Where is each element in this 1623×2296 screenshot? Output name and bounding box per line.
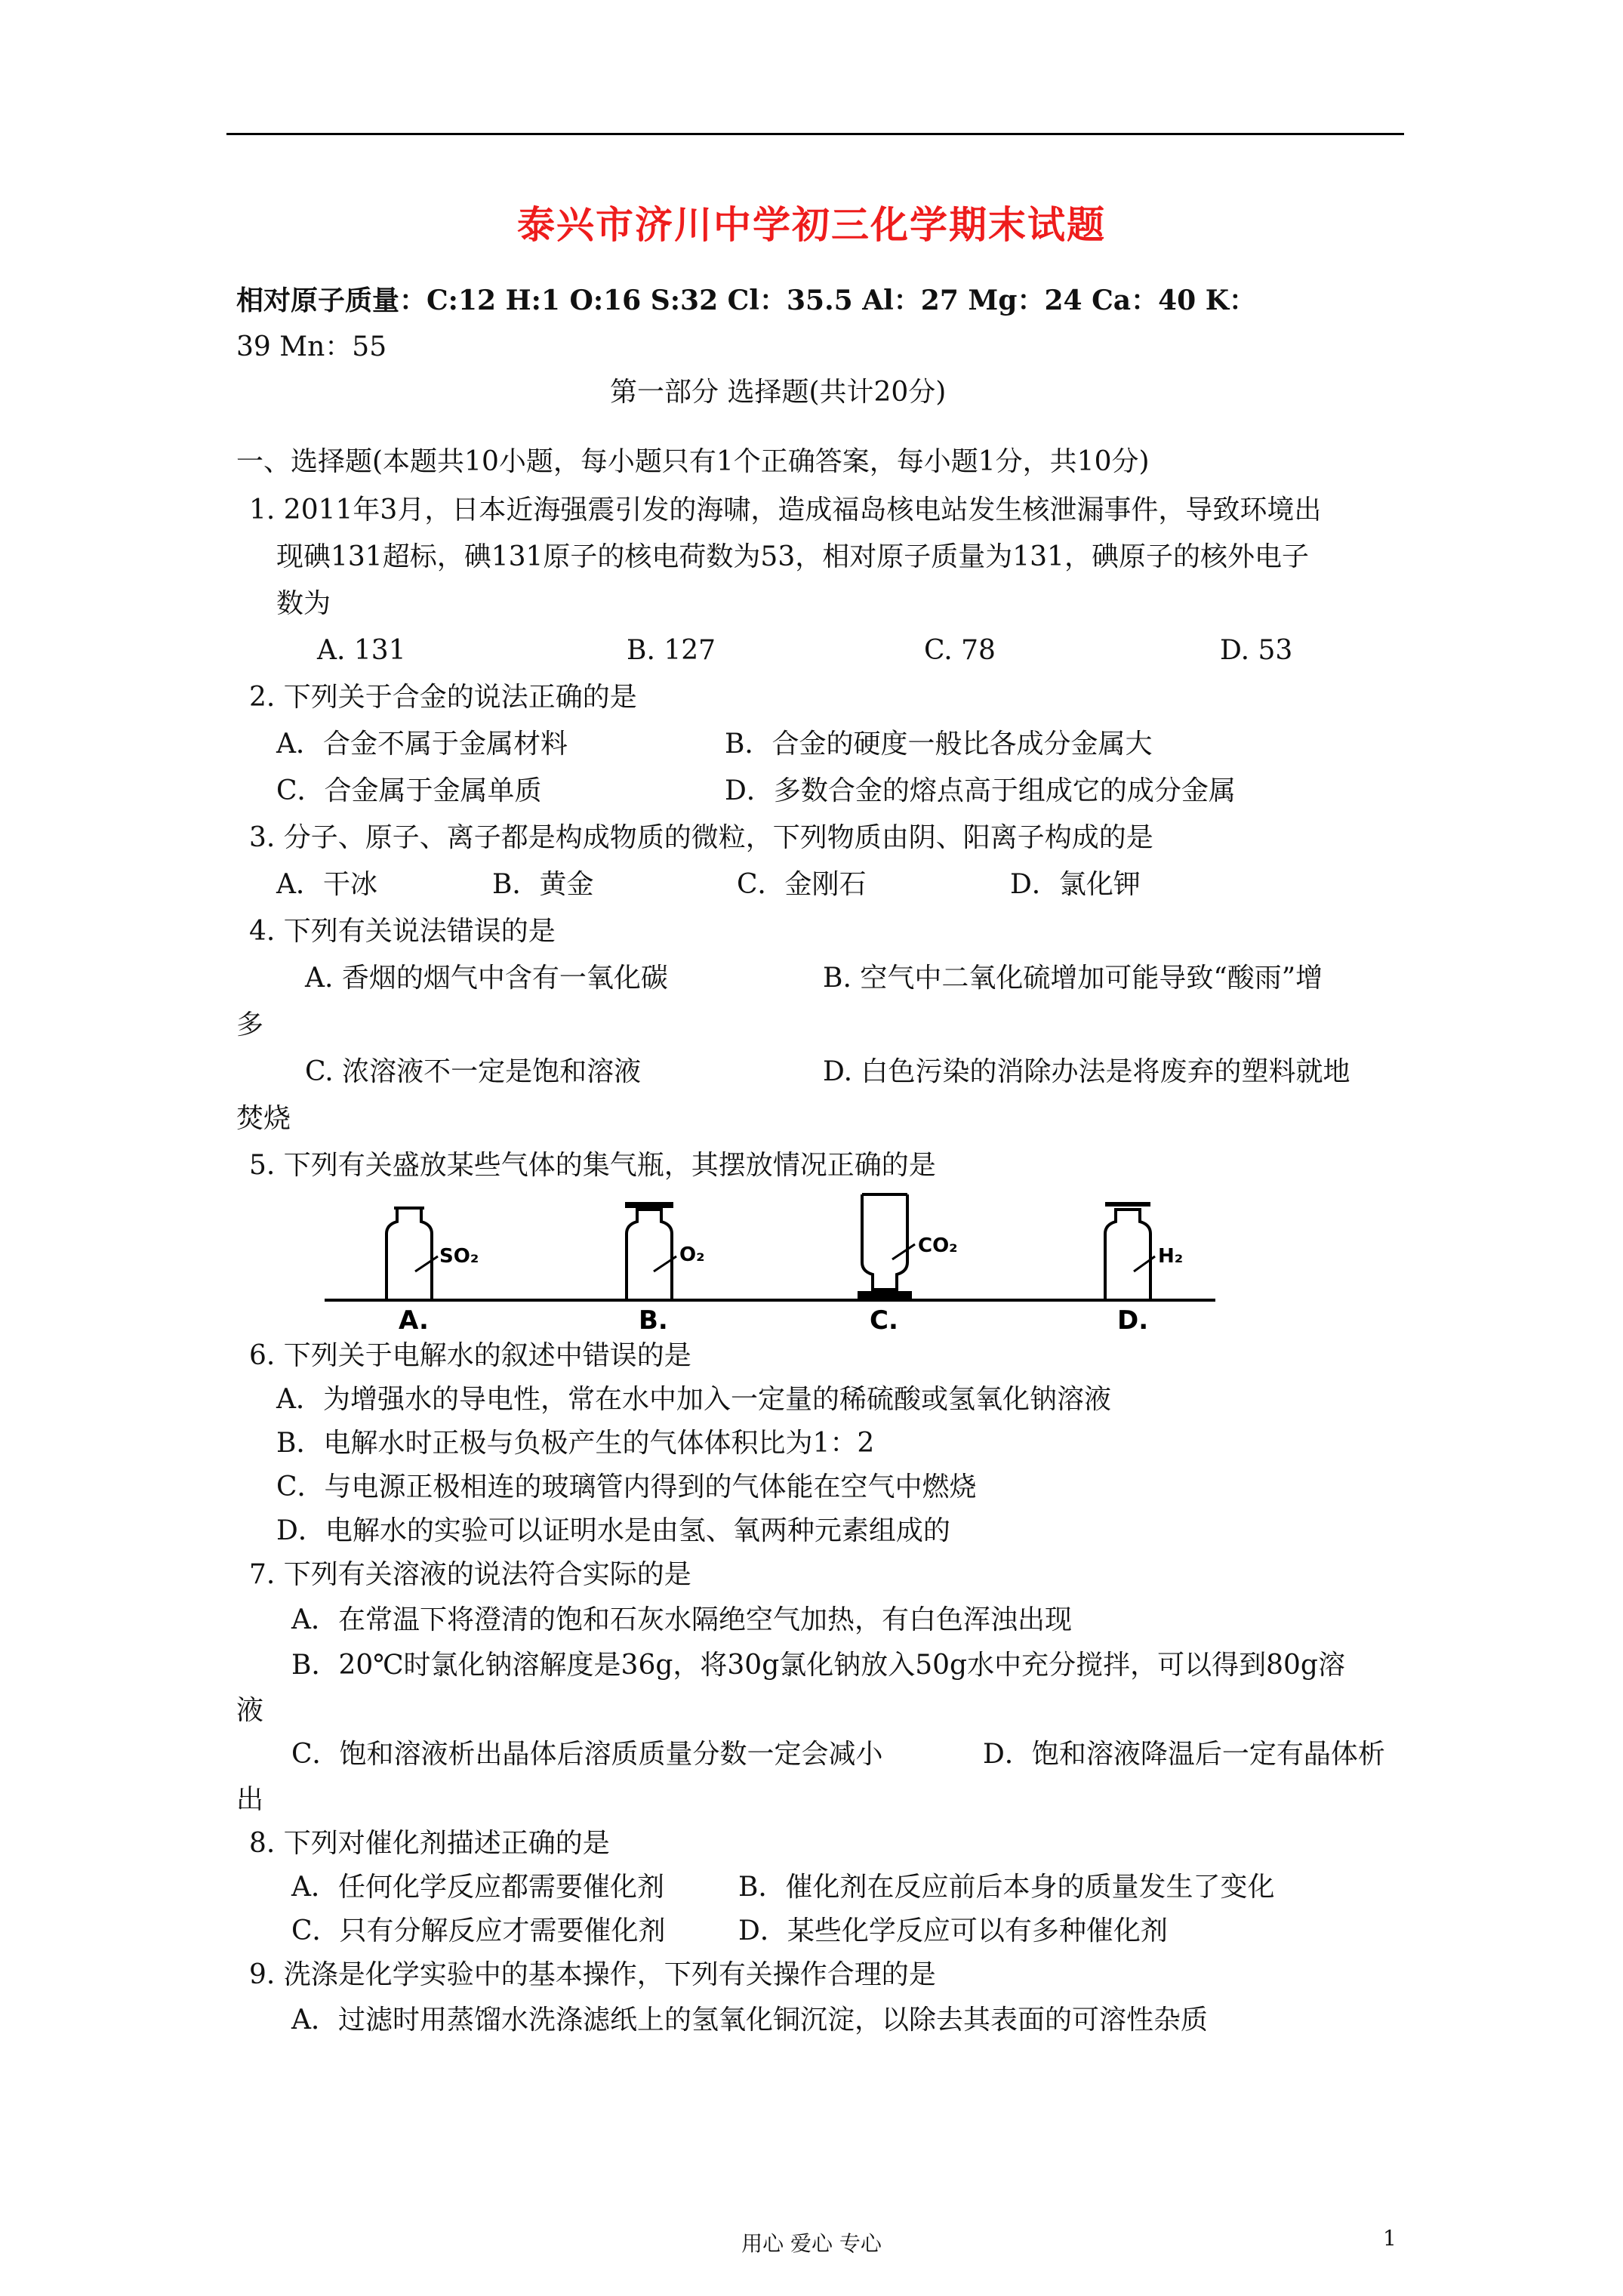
q6-stem: 6. 下列关于电解水的叙述中错误的是: [249, 1340, 691, 1371]
q3-option-d: D．氯化钾: [1010, 869, 1141, 900]
q9-stem: 9. 洗涤是化学实验中的基本操作，下列有关操作合理的是: [249, 1959, 936, 1990]
section1-title: 一、选择题(本题共10小题，每小题只有1个正确答案，每小题1分，共10分): [236, 446, 1150, 477]
q8-option-b: B．催化剂在反应前后本身的质量发生了变化: [738, 1872, 1275, 1903]
q6-option-b: B．电解水时正极与负极产生的气体体积比为1：2: [276, 1428, 875, 1459]
q8-option-d: D．某些化学反应可以有多种催化剂: [738, 1915, 1168, 1946]
q4-option-d: D. 白色污染的消除办法是将废弃的塑料就地: [823, 1056, 1350, 1087]
bottle-label-b: B.: [639, 1305, 668, 1330]
q2-option-d: D．多数合金的熔点高于组成它的成分金属: [725, 775, 1236, 806]
q4-option-b: B. 空气中二氧化硫增加可能导致“酸雨”增: [823, 963, 1323, 994]
q9-option-a: A．过滤时用蒸馏水洗涤滤纸上的氢氧化铜沉淀，以除去其表面的可溶性杂质: [291, 2005, 1208, 2036]
q7-option-c: C．饱和溶液析出晶体后溶质质量分数一定会减小: [291, 1739, 883, 1770]
gas-bottles-figure: [325, 1187, 1215, 1330]
q1-option-d: D. 53: [1220, 635, 1293, 666]
q1-option-c: C. 78: [924, 635, 996, 666]
q4-option-a: A. 香烟的烟气中含有一氧化碳: [305, 963, 668, 994]
q4-option-d-cont: 焚烧: [236, 1103, 291, 1134]
q7-stem: 7. 下列有关溶液的说法符合实际的是: [249, 1559, 691, 1590]
q7-option-d: D．饱和溶液降温后一定有晶体析: [983, 1739, 1385, 1770]
q1-option-a: A. 131: [317, 635, 406, 666]
gas-label-a: SO₂: [439, 1245, 479, 1268]
q7-option-d-cont: 出: [236, 1784, 264, 1815]
q6-option-d: D．电解水的实验可以证明水是由氢、氧两种元素组成的: [276, 1515, 950, 1546]
q8-option-c: C．只有分解反应才需要催化剂: [291, 1915, 666, 1946]
q4-stem: 4. 下列有关说法错误的是: [249, 916, 556, 947]
header-rule: [226, 133, 1404, 135]
bottle-d: [1105, 1202, 1155, 1300]
q3-option-b: B．黄金: [492, 869, 594, 900]
q8-option-a: A．任何化学反应都需要催化剂: [291, 1872, 664, 1903]
gas-label-c: CO₂: [918, 1234, 958, 1257]
bottle-c: [858, 1194, 915, 1299]
q5-stem: 5. 下列有关盛放某些气体的集气瓶，其摆放情况正确的是: [249, 1150, 936, 1181]
q4-option-b-cont: 多: [236, 1009, 264, 1040]
gas-label-d: H₂: [1158, 1245, 1184, 1268]
q3-stem: 3. 分子、原子、离子都是构成物质的微粒，下列物质由阴、阳离子构成的是: [249, 822, 1153, 853]
q1-line-2: 现碘131超标，碘131原子的核电荷数为53，相对原子质量为131，碘原子的核外电子: [276, 541, 1309, 572]
q2-option-c: C．合金属于金属单质: [276, 775, 542, 806]
q4-option-c: C. 浓溶液不一定是饱和溶液: [305, 1056, 642, 1087]
page-number: 1: [1383, 2226, 1397, 2251]
q6-option-c: C．与电源正极相连的玻璃管内得到的气体能在空气中燃烧: [276, 1472, 977, 1502]
atomic-mass-line-2: 39 Mn：55: [236, 331, 387, 362]
gas-label-b: O₂: [679, 1244, 705, 1266]
q3-option-a: A．干冰: [276, 869, 377, 900]
bottle-a: [387, 1208, 438, 1300]
bottle-label-c: C.: [870, 1305, 898, 1330]
q2-option-b: B．合金的硬度一般比各成分金属大: [725, 729, 1153, 760]
q7-option-b-cont: 液: [236, 1695, 264, 1726]
q7-option-b: B．20℃时氯化钠溶解度是36g，将30g氯化钠放入50g水中充分搅拌，可以得到80g溶: [291, 1650, 1345, 1681]
q3-option-c: C．金刚石: [737, 869, 867, 900]
footer-motto: 用心 爱心 专心: [741, 2231, 882, 2256]
atomic-mass-line-1: 相对原子质量：C:12 H:1 O:16 S:32 Cl：35.5 Al：27 Mg：24 Ca：40 K：: [236, 285, 1256, 316]
part1-title: 第一部分 选择题(共计20分): [610, 377, 947, 408]
page-title: 泰兴市济川中学初三化学期末试题: [517, 202, 1106, 247]
q8-stem: 8. 下列对催化剂描述正确的是: [249, 1828, 610, 1859]
q1-option-b: B. 127: [627, 635, 716, 666]
q2-stem: 2. 下列关于合金的说法正确的是: [249, 682, 637, 713]
bottle-label-d: D.: [1117, 1305, 1149, 1330]
q7-option-a: A．在常温下将澄清的饱和石灰水隔绝空气加热，有白色浑浊出现: [291, 1604, 1072, 1635]
q1-line-3: 数为: [276, 588, 331, 619]
bottle-b: [625, 1202, 676, 1300]
q6-option-a: A．为增强水的导电性，常在水中加入一定量的稀硫酸或氢氧化钠溶液: [276, 1384, 1111, 1415]
q1-line-1: 1. 2011年3月，日本近海强震引发的海啸，造成福岛核电站发生核泄漏事件，导致环境出: [249, 495, 1322, 525]
bottle-label-a: A.: [399, 1305, 429, 1330]
q2-option-a: A．合金不属于金属材料: [276, 729, 568, 760]
